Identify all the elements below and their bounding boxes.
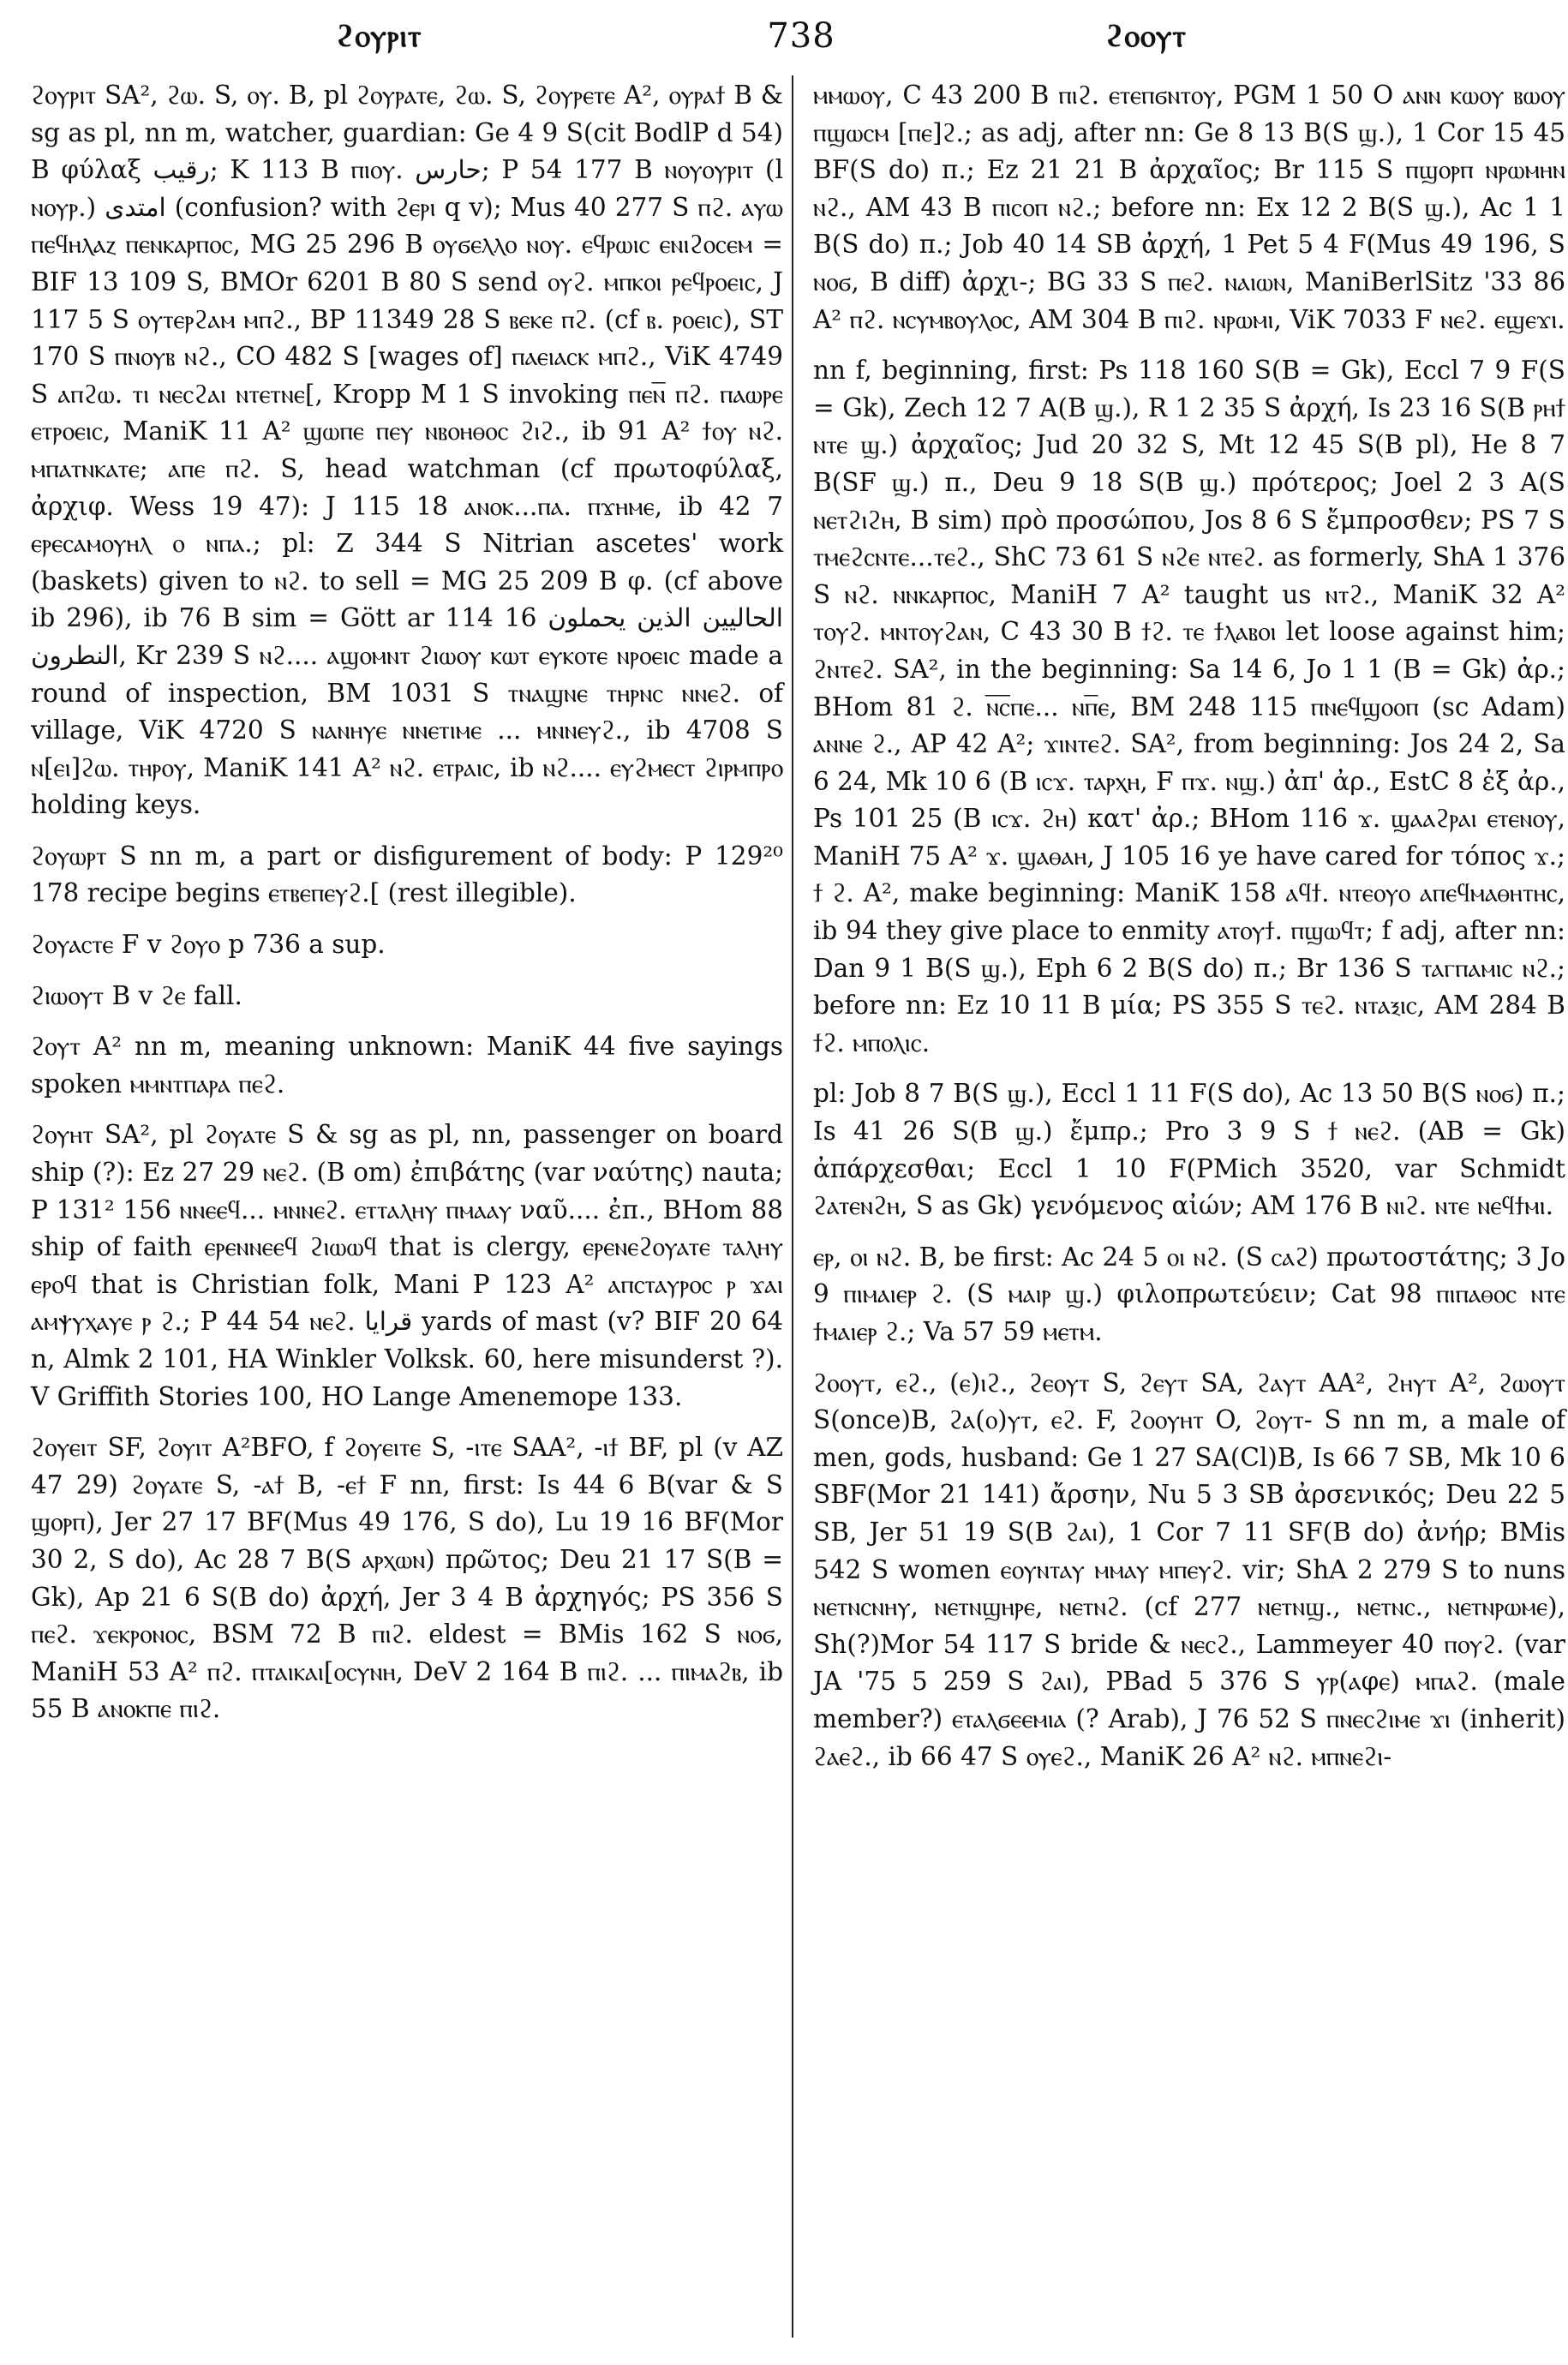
running-head-right: ϩⲟⲟⲩⲧ	[1105, 18, 1188, 54]
entry-houeit-continued: ⲙⲙⲱⲟⲩ, C 43 200 B ⲡⲓϩ. ⲉⲧⲉⲡϭⲛⲧⲟⲩ, PGM 1 50 O ⲁⲛⲛ ⲕⲱⲟⲩ ⲃⲱⲟⲩ ⲡϣⲱⲥⲙ [ⲡⲉ]ϩ.; as adj, after nn: Ge 8 13 B(S ϣ.), 1 Cor 15 45 BF(S do) π.; Ez 21 21 B ἀρχαῖος; Br 115 S ⲡϣⲟⲣⲡ ⲛⲣⲱⲙⲏⲛ ⲛϩ., AM 43 B ⲡⲓⲥⲟⲡ ⲛϩ.; before nn: Ex 12 2 B(S ϣ.), Ac 1 1 B(S do) π.; Job 40 14 SB ἀρχή, 1 Pet 5 4 F(Mus 49 196, S ⲛⲟϭ, B diff) ἀρχι-; BG 33 S ⲡⲉϩ. ⲛⲁⲓⲱⲛ, ManiBerlSitz '33 86 A² ⲡϩ. ⲛⲥⲩⲙⲃⲟⲩⲗⲟⲥ, AM 304 B ⲡⲓϩ. ⲛⲣⲱⲙⲓ, ViK 7033 F ⲛⲉϩ. ⲉϣⲉϫⲓ.	[813, 81, 1565, 334]
entry-plural: pl: Job 8 7 B(S ϣ.), Eccl 1 11 F(S do), Ac 13 50 B(S ⲛⲟϭ) π.; Is 41 26 S(B ϣ.) ἔμπρ.; Pro 3 9 S ϯ ⲛⲉϩ. (AB = Gk) ἀπάρχεσθαι; Eccl 1 10 F(PMich 3520, var Schmidt ϩⲁⲧⲉⲛϩⲏ, S as Gk) γενόμενος αἰών; AM 176 B ⲛⲓϩ. ⲛⲧⲉ ⲛⲉϥϯⲙⲓ.	[813, 1079, 1565, 1221]
entry-houaste: ϩⲟⲩⲁⲥⲧⲉ F v ϩⲟⲩⲟ p 736 a sup.	[31, 930, 386, 960]
entry-houort: ϩⲟⲩⲱⲣⲧ S nn m, a part or disfigurement of body: P 129²⁰ 178 recipe begins ⲉⲧⲃⲉⲡⲉⲩϩ.[ (rest illegible).	[31, 841, 783, 908]
entry-hiout: ϩⲓⲱⲟⲩⲧ B v ϩⲉ fall.	[31, 980, 242, 1010]
left-column	[31, 77, 783, 1742]
entry-hourit: ϩⲟⲩⲣⲓⲧ SA², ϩⲱ. S, ⲟⲩ. B, pl ϩⲟⲩⲣⲁⲧⲉ, ϩⲱ. S, ϩⲟⲩⲣⲉⲧⲉ A², ⲟⲩⲣⲁϯ B & sg as pl, nn m, watcher, guardian: Ge 4 9 S(cit BodlP d 54) B φύλαξ رقيب; K 113 B ⲡⲓⲟⲩ. حارس; P 54 177 B ⲛⲟⲩⲟⲩⲣⲓⲧ (l ⲛⲟⲩⲣ.) امتدى (confusion? with ϩⲉⲣⲓ q v); Mus 40 277 S ⲡϩ. ⲁⲩⲱ ⲡⲉϥⲏⲗⲁⲍ ⲡⲉⲛⲕⲁⲣⲡⲟⲥ, MG 25 296 B ⲟⲩϭⲉⲗⲗⲟ ⲛⲟⲩ. ⲉϥⲣⲱⲓⲥ ⲉⲛⲓϩⲟⲥⲉⲙ = BIF 13 109 S, BMOr 6201 B 80 S send ⲟⲩϩ. ⲙⲡⲕⲟⲓ ⲣⲉϥⲣⲟⲉⲓⲥ, J 117 5 S ⲟⲩⲧⲉⲣϩⲁⲙ ⲙⲡϩ., BP 11349 28 S ⲃⲉⲕⲉ ⲡϩ. (cf ⲃ. ⲣⲟⲉⲓⲥ), ST 170 S ⲡⲛⲟⲩⲃ ⲛϩ., CO 482 S [wages of] ⲡⲁⲉⲓⲁⲥⲕ ⲙⲡϩ., ViK 4749 S ⲁⲡϩⲱ. ⲧⲓ ⲛⲉⲥϩⲁⲓ ⲛⲧⲉⲧⲛⲉ[, Kropp M 1 S invoking ⲡⲉⲛ̅ ⲡϩ. ⲡⲁⲱⲣⲉ ⲉⲧⲣⲟⲉⲓⲥ, ManiK 11 A² ϣⲱⲡⲉ ⲡⲉⲩ ⲛⲃⲟⲏⲑⲟⲥ ϩⲓϩ., ib 91 A² ϯⲟⲩ ⲛϩ. ⲙⲡⲁⲧⲛⲕⲁⲧⲉ; ⲁⲡⲉ ⲡϩ. S, head watchman (cf πρωτοφύλαξ, ἀρχιφ. Wess 19 47): J 115 18 ⲁⲛⲟⲕ...ⲡⲁ. ⲡϫⲏⲙⲉ, ib 42 7 ⲉⲣⲉⲥⲁⲙⲟⲩⲏⲗ ⲟ ⲛⲡⲁ.; pl: Z 344 S Nitrian ascetes' work (baskets) given to ⲛϩ. to sell = MG 25 209 B φ. (cf above ib 296), ib 76 B sim = Gött ar 114 16 الحاليين الذين يحملون النطرون, Kr 239 S ⲛϩ.... ⲁϣⲟⲙⲛⲧ ϩⲓⲱⲟⲩ ⲕⲱⲧ ⲉⲩⲕⲟⲧⲉ ⲛⲣⲟⲉⲓⲥ made a round of inspection, BM 1031 S ⲧⲛⲁϣⲛⲉ ⲧⲏⲣⲛⲥ ⲛⲛⲉϩ. of village, ViK 4720 S ⲛⲁⲛⲏⲩⲉ ⲛⲛⲉⲧⲓⲙⲉ ... ⲙⲛⲛⲉⲩϩ., ib 4708 S ⲛ[ⲉⲓ]ϩⲱ. ⲧⲏⲣⲟⲩ, ManiK 141 A² ⲛϩ. ⲉⲧⲣⲁⲓⲥ, ib ⲛϩ.... ⲉⲩϩⲙⲉⲥⲧ ϩⲓⲣⲙⲡⲣⲟ holding keys.	[31, 81, 784, 820]
entry-be-first: ⲉⲣ, ⲟⲓ ⲛϩ. B, be first: Ac 24 5 ⲟⲓ ⲛϩ. (S ⲥⲁϩ) πρωτοστάτης; 3 Jo 9 ⲡⲓⲙⲁⲓⲉⲣ ϩ. (S ⲙⲁⲓⲣ ϣ.) φιλοπρωτεύειν; Cat 98 ⲡⲓⲡⲁⲑⲟⲥ ⲛⲧⲉ ϯⲙⲁⲓⲉⲣ ϩ.; Va 57 59 ⲙⲉⲧⲙ.	[813, 1242, 1565, 1346]
page-number: 738	[767, 16, 835, 56]
right-column	[813, 77, 1565, 1789]
running-head-left: ϩⲟⲩⲣⲓⲧ	[336, 18, 422, 54]
entry-hout: ϩⲟⲩⲧ A² nn m, meaning unknown: ManiK 44 five sayings spoken ⲙⲙⲛⲧⲡⲁⲣⲁ ⲡⲉϩ.	[31, 1032, 783, 1099]
entry-hoout: ϩⲟⲟⲩⲧ, ⲉϩ., (ⲉ)ⲓϩ., ϩⲉⲟⲩⲧ S, ϩⲉⲩⲧ SA, ϩⲁⲩⲧ AA², ϩⲏⲩⲧ A², ϩⲱⲟⲩⲧ S(once)B, ϩⲁ(ⲟ)ⲩⲧ, ⲉϩ. F, ϩⲟⲟⲩⲏⲧ O, ϩⲟⲩⲧ- S nn m, a male of men, gods, husband: Ge 1 27 SA(Cl)B, Is 66 7 SB, Mk 10 6 SBF(Mor 21 141) ἄρσην, Nu 5 3 SB ἀρσενικός; Deu 22 5 SB, Jer 51 19 S(B ϩⲁⲓ), 1 Cor 7 11 SF(B do) ἀνήρ; BMis 542 S women ⲉⲟⲩⲛⲧⲁⲩ ⲙⲙⲁⲩ ⲙⲡⲉⲩϩ. vir; ShA 2 279 S to nuns ⲛⲉⲧⲛⲥⲛⲏⲩ, ⲛⲉⲧⲛϣⲏⲣⲉ, ⲛⲉⲧⲛϩ. (cf 277 ⲛⲉⲧⲛϣ., ⲛⲉⲧⲛⲥ., ⲛⲉⲧⲛⲣⲱⲙⲉ), Sh(?)Mor 54 117 S bride & ⲛⲉⲥϩ., Lammeyer 40 ⲡⲟⲩϩ. (var JA '75 5 259 S ϩⲁⲓ), PBad 5 376 S ⲩⲣ(ⲁφⲉ) ⲙⲡⲁϩ. (male member?) ⲉⲧⲁⲗϭⲉⲉⲙⲓⲁ (? Arab), J 76 52 S ⲡⲛⲉⲥϩⲓⲙⲉ ϫⲓ (inherit) ϩⲁⲉϩ., ib 66 47 S ⲟⲩⲉϩ., ManiK 26 A² ⲛϩ. ⲙⲡⲛⲉϩⲓ-	[813, 1368, 1565, 1771]
entry-houeit: ϩⲟⲩⲉⲓⲧ SF, ϩⲟⲩⲓⲧ A²BFO, f ϩⲟⲩⲉⲓⲧⲉ S, -ⲓⲧⲉ SAA², -ⲓϯ BF, pl (v AZ 47 29) ϩⲟⲩⲁⲧⲉ S, -ⲁϯ B, -ⲉϯ F nn, first: Is 44 6 B(var & S ϣⲟⲣⲡ), Jer 27 17 BF(Mus 49 176, S do), Lu 19 16 BF(Mor 30 2, S do), Ac 28 7 B(S ⲁⲣⲭⲱⲛ) πρῶτος; Deu 21 17 S(B = Gk), Ap 21 6 S(B do) ἀρχή, Jer 3 4 B ἀρχηγός; PS 356 S ⲡⲉϩ. ϫⲉⲕⲣⲟⲛⲟⲥ, BSM 72 B ⲡⲓϩ. eldest = BMis 162 S ⲛⲟϭ, ManiH 53 A² ⲡϩ. ⲡⲧⲁⲓⲕⲁⲓ[ⲟⲥⲩⲛⲏ, DeV 2 164 B ⲡⲓϩ. ... ⲡⲓⲙⲁϩⲃ, ib 55 B ⲁⲛⲟⲕⲡⲉ ⲡⲓϩ.	[31, 1433, 783, 1724]
entry-houet: ϩⲟⲩⲏⲧ SA², pl ϩⲟⲩⲁⲧⲉ S & sg as pl, nn, passenger on board ship (?): Ez 27 29 ⲛⲉϩ. (B om) ἐπιβάτης (var ναύτης) nauta; P 131² 156 ⲛⲛⲉⲉϥ... ⲙⲛⲛⲉϩ. ⲉⲧⲧⲁⲗⲏⲩ ⲡⲙⲁⲁⲩ ναῦ.... ἐπ., BHom 88 ship of faith ⲉⲣⲉⲛⲛⲉⲉϥ ϩⲓⲱⲱϥ that is clergy, ⲉⲣⲉⲛⲉϩⲟⲩⲁⲧⲉ ⲧⲁⲗⲏⲩ ⲉⲣⲟϥ that is Christian folk, Mani P 123 A² ⲁⲡⲥⲧⲁⲩⲣⲟⲥ ⲣ ϫⲁⲓ ⲁⲙⲯⲩⲭⲁⲩⲉ ⲣ ϩ.; P 44 54 ⲛⲉϩ. قرايا yards of mast (v? BIF 20 64 n, Almk 2 101, HA Winkler Volksk. 60, here misunderst ?). V Griffith Stories 100, HO Lange Amenemope 133.	[31, 1120, 783, 1411]
column-divider	[792, 75, 793, 2338]
entry-nn-f-beginning: nn f, beginning, first: Ps 118 160 S(B = Gk), Eccl 7 9 F(S = Gk), Zech 12 7 A(B ϣ.), R 1 2 35 S ἀρχή, Is 23 16 S(B ⲣⲏϯ ⲛⲧⲉ ϣ.) ἀρχαῖος; Jud 20 32 S, Mt 12 45 S(B pl), He 8 7 B(SF ϣ.) π., Deu 9 18 S(B ϣ.) πρότερος; Joel 2 3 A(S ⲛⲉⲧϩⲓϩⲏ, B sim) πρὸ προσώπου, Jos 8 6 S ἔμπροσθεν; PS 7 S ⲧⲙⲉϩⲥⲛⲧⲉ...ⲧⲉϩ., ShC 73 61 S ⲛϩⲉ ⲛⲧⲉϩ. as formerly, ShA 1 376 S ⲛϩ. ⲛⲛⲕⲁⲣⲡⲟⲥ, ManiH 7 A² taught us ⲛⲧϩ., ManiK 32 A² ⲧⲟⲩϩ. ⲙⲛⲧⲟⲩϩⲁⲛ, C 43 30 B ϯϩ. ⲧⲉ ϯⲗⲁⲃⲟⲓ let loose against him; ϩⲛⲧⲉϩ. SA², in the beginning: Sa 14 6, Jo 1 1 (B = Gk) ἀρ.; BHom 81 ϩ. ⲛ̅ⲥ̅ⲡⲉ... ⲛⲡ̅ⲉ, BM 248 115 ⲡⲛⲉϥϣⲟⲟⲡ (sc Adam) ⲁⲛⲛⲉ ϩ., AP 42 A²; ϫⲓⲛⲧⲉϩ. SA², from beginning: Jos 24 2, Sa 6 24, Mk 10 6 (B ⲓⲥϫ. ⲧⲁⲣⲭⲏ, F ⲡϫ. ⲛϣ.) ἀπ' ἀρ., EstC 8 ἐξ ἀρ., Ps 101 25 (B ⲓⲥϫ. ϩⲏ) κατ' ἀρ.; BHom 116 ϫ. ϣⲁⲁϩⲣⲁⲓ ⲉⲧⲉⲛⲟⲩ, ManiH 75 A² ϫ. ϣⲁⲑⲁⲏ, J 105 16 ye have cared for τόπος ϫ.; ϯ ϩ. A², make beginning: ManiK 158 ⲁϥϯ. ⲛⲧⲉⲟⲩⲟ ⲁⲡⲉϥⲙⲁⲑⲏⲧⲏⲥ, ib 94 they give place to enmity ⲁⲧⲟⲩϯ. ⲡϣⲱϥⲧ; f adj, after nn: Dan 9 1 B(S ϣ.), Eph 6 2 B(S do) π.; Br 136 S ⲧⲁⲅⲡⲁⲙⲓⲥ ⲛϩ.; before nn: Ez 10 11 B μία; PS 355 S ⲧⲉϩ. ⲛⲧⲁⲝⲓⲥ, AM 284 B ϯϩ. ⲙⲡⲟⲗⲓⲥ.	[813, 356, 1565, 1057]
